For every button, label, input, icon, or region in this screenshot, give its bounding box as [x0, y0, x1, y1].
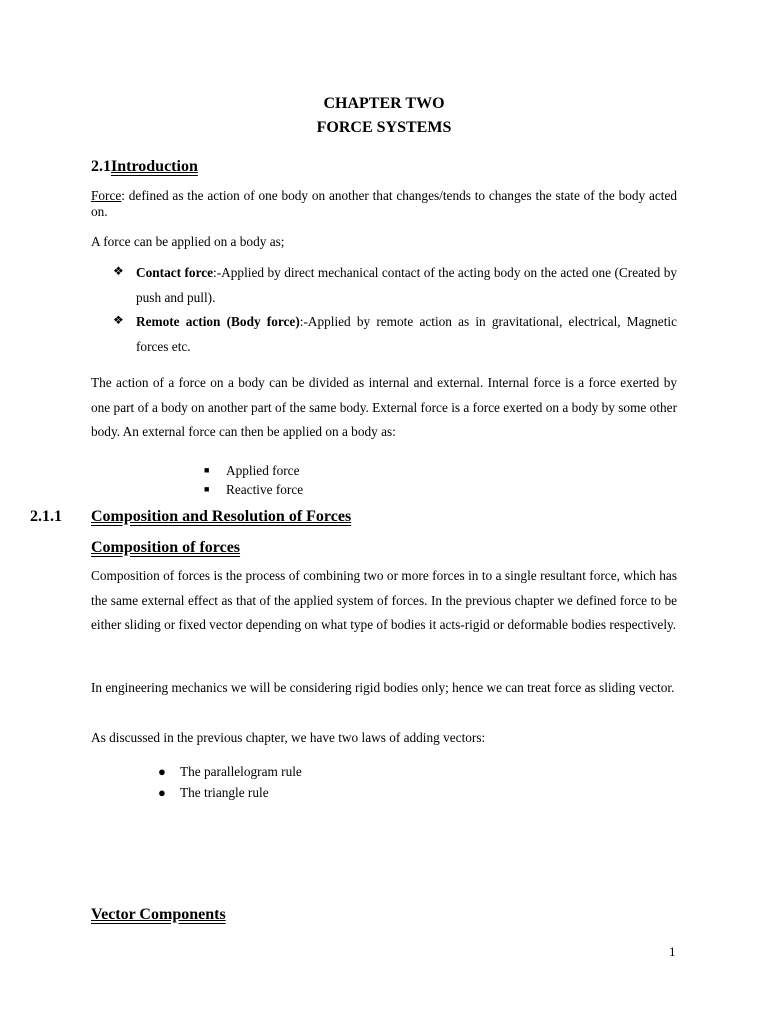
list-item-text: :-Applied by direct mechanical contact of the acting body on the acted one (Created by push and pull). [136, 265, 677, 305]
list-item-text: The triangle rule [180, 785, 269, 800]
section-number-211: 2.1.1 [30, 508, 62, 525]
force-definition-text: : defined as the action of one body on another that changes/tends to changes the state of the body acted on. [91, 188, 677, 219]
list-item-text: :-Applied by remote action as in gravitational, electrical, Magnetic forces etc. [136, 314, 677, 354]
applied-as-text: A force can be applied on a body as; [91, 234, 285, 249]
section-heading-composition-resolution: Composition and Resolution of Forces [91, 508, 352, 525]
rigid-bodies-paragraph: In engineering mechanics we will be considering rigid bodies only; hence we can treat force as sliding vector. [91, 680, 675, 695]
chapter-title: FORCE SYSTEMS [316, 119, 452, 136]
laws-intro-text: As discussed in the previous chapter, we have two laws of adding vectors: [91, 730, 486, 745]
list-item [113, 310, 677, 359]
list-item-text: Applied force [226, 463, 300, 478]
list-item [204, 480, 303, 499]
internal-external-paragraph: The action of a force on a body can be divided as internal and external. Internal force is a force exerted by one part of a body on another part of the same body. External force is a force exerted on a body by some other body. An external force can then be applied on a body as: [91, 375, 677, 439]
square-bullet-icon: ■ [204, 484, 210, 494]
round-bullet-icon: ● [158, 764, 166, 779]
page-number: 1 [669, 944, 676, 959]
diamond-bullet-icon: ❖ [113, 264, 124, 278]
round-bullet-icon: ● [158, 785, 166, 800]
force-term: Force [91, 188, 122, 203]
square-bullet-icon: ■ [204, 465, 210, 475]
list-item-term: Contact force [136, 265, 214, 280]
list-item-text: The parallelogram rule [180, 764, 302, 779]
list-item [204, 461, 303, 480]
list-item [113, 261, 677, 310]
list-item [158, 782, 302, 803]
diamond-bullet-icon: ❖ [113, 313, 124, 327]
external-types-list [204, 461, 303, 499]
subheading-vector-components: Vector Components [91, 906, 226, 923]
section-heading-intro [91, 158, 198, 176]
vector-laws-list [158, 761, 302, 803]
chapter-label: CHAPTER TWO [323, 95, 445, 112]
composition-paragraph: Composition of forces is the process of combining two or more forces in to a single resultant force, which has the same external effect as that of the applied system of forces. In the previous chapter we defined force to be either sliding or fixed vector depending on what type of bodies it acts-rigid or deformable bodies respectively. [91, 568, 677, 632]
force-types-list [113, 261, 677, 359]
list-item [158, 761, 302, 782]
list-item-text: Reactive force [226, 482, 304, 497]
section-title: Introduction [111, 158, 198, 175]
list-item-term: Remote action (Body force) [136, 314, 300, 329]
subheading-composition: Composition of forces [91, 539, 241, 556]
section-number: 2.1 [91, 158, 111, 175]
force-definition [91, 188, 677, 220]
